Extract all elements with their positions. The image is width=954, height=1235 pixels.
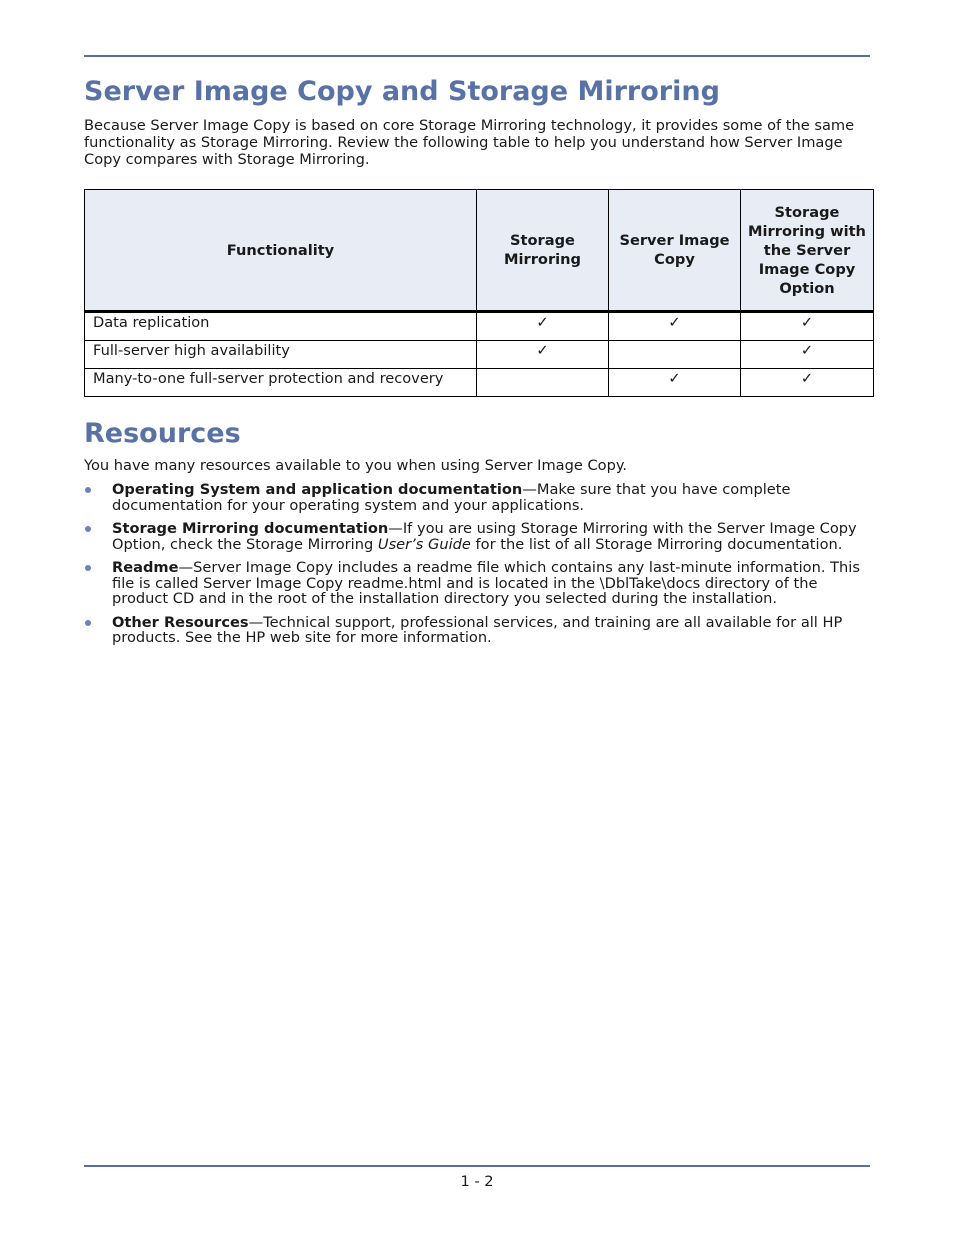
item-text: —If you are using Storage Mirroring with the Server Image Copy Option, check the Storage Mirroring [112, 520, 857, 553]
page-content [84, 74, 874, 654]
item-term: Operating System and application documentation [112, 481, 523, 498]
item-term: Readme [112, 559, 179, 576]
bullet-icon [85, 620, 91, 626]
footer-rule [84, 1165, 870, 1167]
item-text: —Technical support, professional services, and training are all available for all HP products. See the HP web site for more information. [112, 613, 843, 646]
empty-cell [477, 369, 609, 397]
row-label: Many-to-one full-server protection and recovery [85, 369, 477, 397]
page-title: Server Image Copy and Storage Mirroring [84, 76, 720, 107]
bullet-icon [85, 526, 91, 532]
check-icon: ✓ [741, 341, 874, 369]
comparison-table [84, 189, 874, 397]
bullet-icon [85, 487, 91, 493]
resources-intro: You have many resources available to you when using Server Image Copy. [84, 457, 628, 474]
item-text: —Server Image Copy includes a readme file which contains any last-minute information. This file is called Server Image Copy readme.html and is located in the \DblTake\docs directory of the product CD and in the root of the installation directory you selected during the installation. [112, 559, 860, 607]
item-term: Other Resources [112, 613, 249, 631]
item-term: Storage Mirroring documentation [112, 520, 389, 537]
row-label: Data replication [85, 312, 477, 341]
table-row [85, 312, 874, 341]
check-icon: ✓ [609, 312, 741, 341]
col-header-sm-with-sic-option: Storage Mirroring with the Server Image Copy Option [741, 190, 874, 312]
check-icon: ✓ [741, 312, 874, 341]
section-title-resources: Resources [84, 418, 241, 449]
bullet-icon [85, 565, 91, 571]
list-item [84, 615, 874, 646]
item-text: for the list of all Storage Mirroring documentation. [470, 535, 843, 553]
list-item [84, 521, 874, 552]
header-rule [84, 55, 870, 57]
item-italic-title: User’s Guide [377, 535, 471, 553]
table-row [85, 369, 874, 397]
table-row [85, 341, 874, 369]
item-text: —Make sure that you have complete documentation for your operating system and your applications. [112, 481, 791, 514]
col-header-server-image-copy: Server Image Copy [609, 190, 741, 312]
col-header-storage-mirroring: Storage Mirroring [477, 190, 609, 312]
check-icon: ✓ [477, 312, 609, 341]
table-header-row [85, 190, 874, 312]
check-icon: ✓ [477, 341, 609, 369]
empty-cell [609, 341, 741, 369]
list-item [84, 482, 874, 513]
check-icon: ✓ [609, 369, 741, 397]
list-item [84, 560, 874, 607]
page-number: 1 - 2 [460, 1173, 494, 1190]
row-label: Full-server high availability [85, 341, 477, 369]
check-icon: ✓ [741, 369, 874, 397]
resources-list [84, 482, 874, 646]
intro-paragraph: Because Server Image Copy is based on core Storage Mirroring technology, it provides some of the same functionality as Storage Mirroring. Review the following table to help you understand how Server Image Copy compares with Storage Mirroring. [84, 117, 855, 168]
col-header-functionality: Functionality [85, 190, 477, 312]
